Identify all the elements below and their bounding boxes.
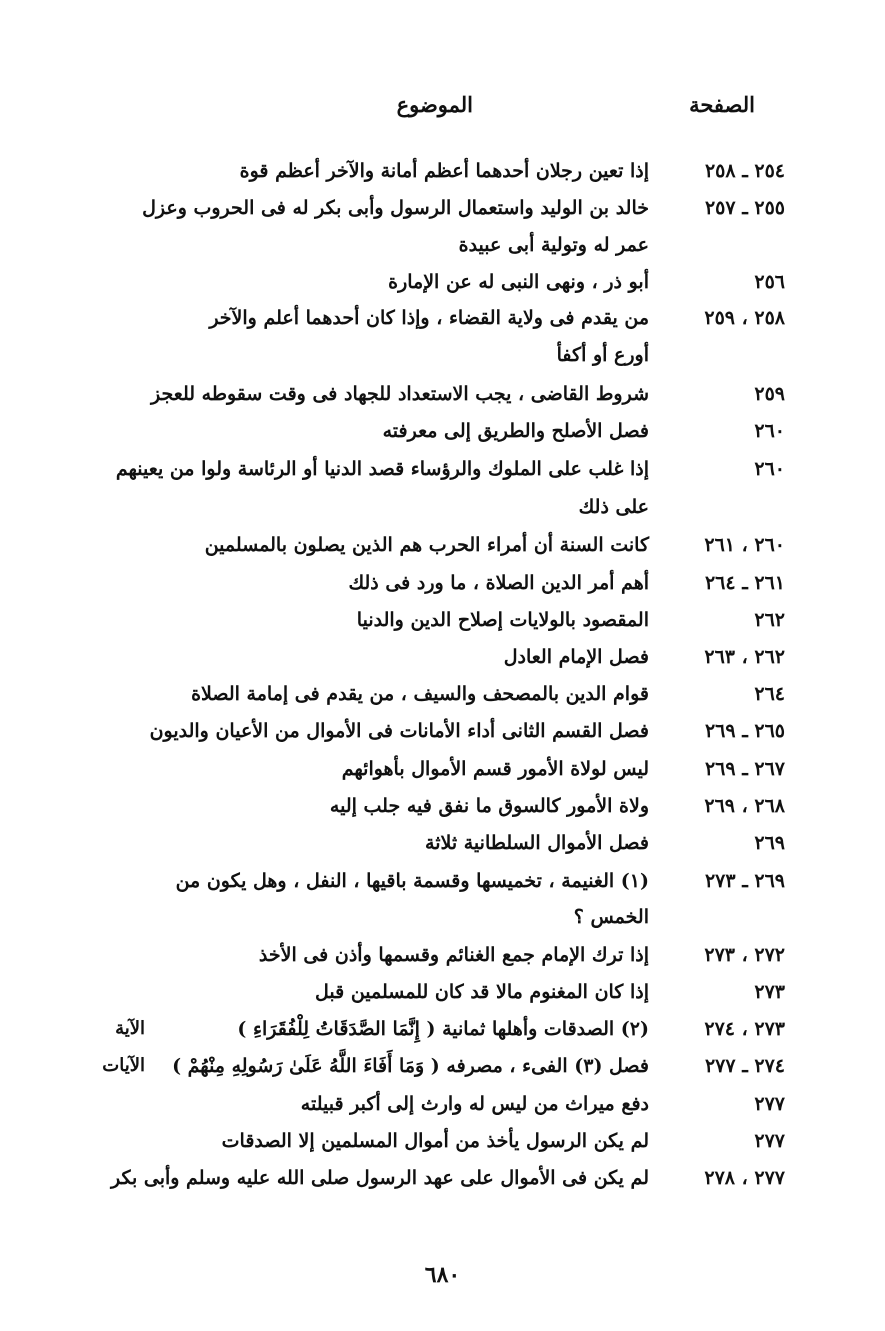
entry-pages: ٢٧٧ bbox=[754, 1093, 785, 1115]
entry-pages: ٢٧٣ ، ٢٧٤ bbox=[704, 1018, 785, 1040]
entry-pages: ٢٧٢ ، ٢٧٣ bbox=[704, 944, 785, 966]
entry-pages: ٢٦٥ ـ ٢٦٩ bbox=[704, 720, 785, 742]
entry-pages: ٢٥٩ bbox=[754, 383, 785, 405]
entry-topic: إذا غلب على الملوك والرؤساء قصد الدنيا أو الرئاسة ولوا من يعينهم bbox=[115, 458, 649, 480]
entry-topic: فصل الإمام العادل bbox=[503, 646, 649, 668]
entry-pages: ٢٥٤ ـ ٢٥٨ bbox=[704, 160, 785, 182]
entry-pages: ٢٦٠ ، ٢٦١ bbox=[704, 534, 785, 556]
entry-pages: ٢٦٢ bbox=[754, 609, 785, 631]
entry-topic: كانت السنة أن أمراء الحرب هم الذين يصلون بالمسلمين bbox=[204, 534, 649, 556]
entry-topic: ليس لولاة الأمور قسم الأموال بأهوائهم bbox=[341, 758, 649, 780]
entry-topic-continuation: على ذلك bbox=[578, 496, 649, 518]
entry-topic: من يقدم فى ولاية القضاء ، وإذا كان أحدهما أعلم والآخر bbox=[209, 307, 649, 329]
entry-pages: ٢٦٩ ـ ٢٧٣ bbox=[704, 870, 785, 892]
entry-topic: خالد بن الوليد واستعمال الرسول وأبى بكر له فى الحروب وعزل bbox=[142, 197, 649, 219]
entry-topic: لم يكن فى الأموال على عهد الرسول صلى الله عليه وسلم وأبى بكر bbox=[110, 1167, 649, 1189]
entry-topic: فصل القسم الثانى أداء الأمانات فى الأموال من الأعيان والديون bbox=[149, 720, 649, 742]
entry-topic: فصل الأصلح والطريق إلى معرفته bbox=[382, 420, 649, 442]
entry-pages: ٢٧٧ ، ٢٧٨ bbox=[704, 1167, 785, 1189]
entry-note: الآيات bbox=[102, 1055, 145, 1076]
entry-topic: المقصود بالولايات إصلاح الدين والدنيا bbox=[356, 609, 649, 631]
entry-pages: ٢٦٩ bbox=[754, 832, 785, 854]
entry-pages: ٢٦٨ ، ٢٦٩ bbox=[704, 795, 785, 817]
entry-topic: قوام الدين بالمصحف والسيف ، من يقدم فى إمامة الصلاة bbox=[191, 683, 649, 705]
column-header-topic: الموضوع bbox=[396, 92, 473, 117]
entry-topic: شروط القاضى ، يجب الاستعداد للجهاد فى وقت سقوطه للعجز bbox=[151, 383, 649, 405]
entry-pages: ٢٧٣ bbox=[754, 981, 785, 1003]
entry-pages: ٢٧٤ ـ ٢٧٧ bbox=[704, 1055, 785, 1077]
entry-note: الآية bbox=[115, 1018, 145, 1039]
entry-pages: ٢٧٧ bbox=[754, 1130, 785, 1152]
entry-pages: ٢٦٢ ، ٢٦٣ bbox=[704, 646, 785, 668]
entry-topic: إذا كان المغنوم مالا قد كان للمسلمين قبل bbox=[315, 981, 649, 1003]
entry-topic: فصل (٣) الفىء ، مصرفه ( وَمَا أَفَاءَ اللَّهُ عَلَىٰ رَسُولِهِ مِنْهُمْ ) bbox=[172, 1055, 649, 1077]
entry-topic-continuation: الخمس ؟ bbox=[573, 906, 649, 928]
entry-topic: ولاة الأمور كالسوق ما نفق فيه جلب إليه bbox=[329, 795, 649, 817]
entry-topic-continuation: أورع أو أكفأ bbox=[556, 344, 649, 366]
entry-topic: دفع ميراث من ليس له وارث إلى أكبر قبيلته bbox=[300, 1093, 649, 1115]
entry-pages: ٢٦١ ـ ٢٦٤ bbox=[704, 572, 785, 594]
entry-topic: فصل الأموال السلطانية ثلاثة bbox=[425, 832, 649, 854]
entry-pages: ٢٦٧ ـ ٢٦٩ bbox=[704, 758, 785, 780]
entry-pages: ٢٥٥ ـ ٢٥٧ bbox=[704, 197, 785, 219]
entry-topic: أهم أمر الدين الصلاة ، ما ورد فى ذلك bbox=[348, 572, 649, 594]
entry-pages: ٢٦٤ bbox=[754, 683, 785, 705]
entry-topic: إذا تعين رجلان أحدهما أعظم أمانة والآخر أعظم قوة bbox=[239, 160, 649, 182]
entry-topic: (٢) الصدقات وأهلها ثمانية ( إِنَّمَا الصَّدَقَاتُ لِلْفُقَرَاءِ ) bbox=[237, 1018, 649, 1040]
entry-topic-continuation: عمر له وتولية أبى عبيدة bbox=[458, 234, 649, 256]
entry-pages: ٢٥٨ ، ٢٥٩ bbox=[704, 307, 785, 329]
entry-topic: (١) الغنيمة ، تخميسها وقسمة باقيها ، النفل ، وهل يكون من bbox=[175, 870, 649, 892]
entry-pages: ٢٥٦ bbox=[754, 271, 785, 293]
entry-pages: ٢٦٠ bbox=[754, 458, 785, 480]
entry-topic: إذا ترك الإمام جمع الغنائم وقسمها وأذن فى الأخذ bbox=[258, 944, 649, 966]
column-header-page: الصفحة bbox=[689, 92, 755, 117]
entry-topic: أبو ذر ، ونهى النبى له عن الإمارة bbox=[388, 271, 649, 293]
page-number: ٦٨٠ bbox=[424, 1262, 461, 1288]
entry-pages: ٢٦٠ bbox=[754, 420, 785, 442]
entry-topic: لم يكن الرسول يأخذ من أموال المسلمين إلا الصدقات bbox=[221, 1130, 649, 1152]
